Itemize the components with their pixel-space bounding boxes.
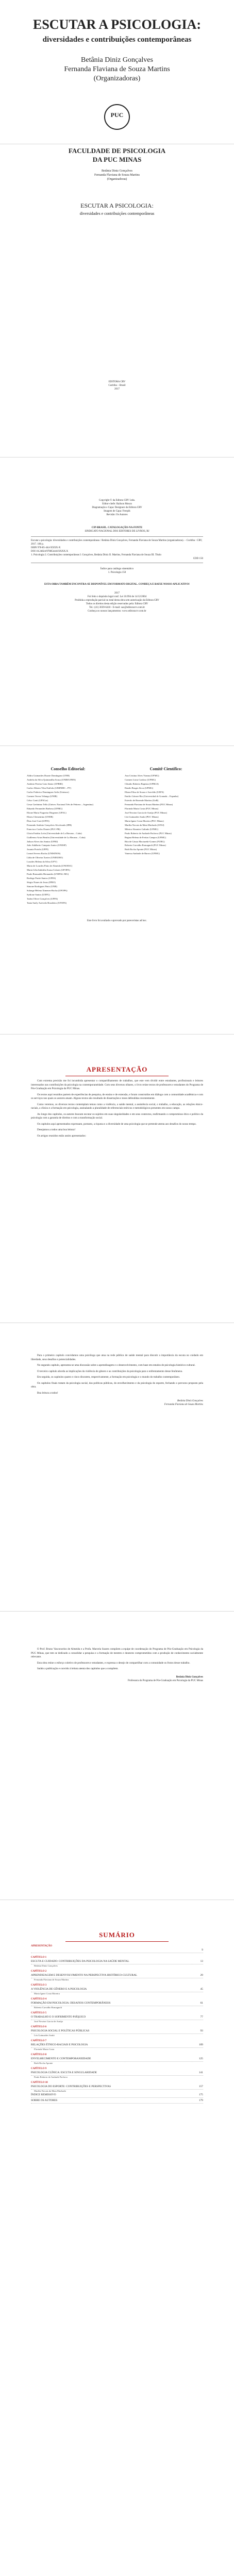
- preface-paragraph: No segundo capítulo, apresenta-se uma discussão sobre a aprendizagem e o desenvolvimento, com base em estudos de psicologia histórico-cultural.: [37, 1364, 195, 1367]
- foreword-signature: [31, 1675, 203, 1683]
- toc-page-number: 61: [200, 2002, 203, 2005]
- toc-entry-authors: Betânia Diniz Gonçalves: [34, 1964, 58, 1967]
- councils: [0, 767, 234, 906]
- presentation-page: [0, 1035, 234, 1323]
- toc-entry[interactable]: [31, 1998, 203, 2009]
- presentation-paragraph: Ao longo dos capítulos, os autores buscam escutar os sujeitos em suas singularidades e em seus contextos, reafirmando o compromisso ético e político da psicologia com a garantia de direitos e com a transformação social.: [31, 1112, 203, 1120]
- toc-row: [31, 2098, 203, 2104]
- presentation-paragraph: Com extrema precisão me foi incumbida apresentar o compartilhamento de trabalhos, que este vem dividir entre estudantes, profissionais e leitores interessados nas contribuições da psicologia na contemporaneidade. Com seus diversos olhares, o livro reúne textos de professores e estudantes do Programa de Pós-Graduação em Psicologia da PUC Minas.: [31, 1079, 203, 1091]
- half-title-subtitle: diversidades e contribuições contemporâneas: [79, 211, 155, 216]
- toc-entry-authors: Florinda Maria Costa: [34, 2048, 55, 2050]
- toc-entry-title: PSICOLOGIA DO ESPORTE: CONTRIBUIÇÕES E PERSPECTIVAS: [31, 2085, 111, 2088]
- scientific-title: Comitê Científico:: [149, 767, 182, 771]
- editorial-member: Cesar Gerônimo Tello (Univer. Nacional Três de Febrero – Argentina): [27, 803, 93, 806]
- toc-chapter-label: CAPÍTULO 3: [31, 1984, 47, 1987]
- toc-page-number: 141: [198, 2071, 203, 2074]
- half-title-page: [0, 169, 234, 457]
- toc-entry[interactable]: [31, 2098, 203, 2104]
- scientific-committee: [125, 767, 207, 906]
- scientific-member: Ana Cristina Alves Vianna (UFMG): [125, 774, 159, 777]
- editorial-member: Francisco Carlos Duarte (PUC-PR): [27, 827, 60, 831]
- preface-paragraph: Os capítulos finais tratam da psicologia social, das políticas públicas, do envelhecimento e da psicologia do esporte, fechando o percurso proposto pela obra.: [31, 1381, 203, 1389]
- toc-chapter-label: CAPÍTULO 4: [31, 1998, 47, 2001]
- toc-entry-authors: Roberta Carvalho Romagnoli: [34, 2006, 62, 2009]
- toc-chapter-label: CAPÍTULO 5: [31, 2012, 47, 2014]
- toc-page-number: 157: [198, 2085, 203, 2088]
- toc-entry-authors: Ruth Rocha Aponte: [34, 2062, 53, 2064]
- scientific-member: Carmen Lúcia Cardoso (UFMG): [125, 778, 156, 781]
- copyright-line: Editor-chefe: Railson Moura: [102, 503, 132, 505]
- publisher-line-1: FACULDADE DE PSICOLOGIA: [68, 147, 166, 155]
- toc-row: [31, 1973, 203, 1978]
- scientific-member: José Newton Garcia de Araújo (PUC Minas): [125, 811, 167, 814]
- scientific-member: Léa Guimarães Souki (PUC Minas): [125, 815, 159, 818]
- toc-page-number: 125: [198, 2057, 203, 2060]
- cip-sub: SINDICATO NACIONAL DOS EDITORES DE LIVROS, RJ: [85, 530, 149, 533]
- toc-entry-title: A VIOLÊNCIA DE GÊNERO E A PSICOLOGIA: [31, 1988, 87, 1991]
- toc-chapter-label: CAPÍTULO 1: [31, 1956, 47, 1959]
- toc-page-number: 93: [200, 2029, 203, 2032]
- preface-paragraph: Boa leitura a todos!: [37, 1391, 58, 1395]
- copyright-line: Revisão: Os Autores: [106, 514, 128, 516]
- toc-row: [31, 2014, 203, 2020]
- toc-entry-title: SOBRE OS AUTORES: [31, 2099, 58, 2102]
- toc-entry[interactable]: [31, 2067, 203, 2078]
- toc-entry-authors: Paulo Roberto de Andrade Pacheco: [34, 2076, 68, 2078]
- publisher-logo-icon: [104, 104, 130, 130]
- editorial-member: Celso Conti (UFSCar): [27, 799, 48, 802]
- toc-entry-title: APRENDIZAGEM E DESENVOLVIMENTO NA PERSPECTIVA HISTÓRICO-CULTURAL: [31, 1974, 138, 1977]
- publisher-line-2: DA PUC MINAS: [92, 156, 142, 164]
- toc-row: [31, 2056, 203, 2062]
- foreword-body: [31, 1648, 203, 1671]
- toc-list: [31, 1945, 203, 2104]
- toc-page-number: 29: [200, 1974, 203, 1977]
- cover-author-3: (Organizadoras): [93, 74, 141, 82]
- copyright-line: Imagem de Capa: Freepik: [104, 510, 130, 513]
- half-title-imprint: [0, 380, 234, 391]
- toc-entry-authors: Fernanda Flaviana de Souza Martins: [34, 1978, 69, 1981]
- editorial-list: [27, 774, 109, 905]
- scientific-member: Eliane Elisa de Souza e Azevêdo (UEFS): [125, 790, 164, 793]
- toc-entry-title: ESCUTA E CUIDADO: CONTRIBUIÇÕES DA PSICOLOGIA NA SAÚDE MENTAL: [31, 1960, 129, 1963]
- toc-page: [0, 1900, 234, 2502]
- presentation-paragraph: Os textos aqui reunidos partem de experiências de pesquisa, de ensino e de extensão, e foram construídos em diálogo com a comunidade acadêmica e com os serviços nos quais os autores atuam. Alguns textos são resultado de dissertações e teses defendidas recentemente.: [31, 1093, 203, 1100]
- toc-chapter-label: APRESENTAÇÃO: [31, 1945, 53, 1947]
- contact-line: Proibida a reprodução parcial ou total desta obra sem autorização da Editora CRV: [75, 599, 159, 602]
- signature-line: Betânia Diniz Gonçalves: [177, 1400, 203, 1403]
- toc-chapter-label: CAPÍTULO 7: [31, 2040, 47, 2042]
- half-title-authors: [0, 169, 234, 181]
- cip-block: [31, 536, 203, 563]
- toc-row: [31, 2092, 203, 2098]
- toc-entry[interactable]: [31, 2040, 203, 2050]
- toc-entry-authors: José Newton Garcia de Araújo: [34, 2020, 63, 2023]
- toc-row: [31, 2084, 203, 2090]
- isbn: ISBN 978-85-444-XXXX-X: [31, 547, 61, 549]
- scientific-member: Fernanda Flaviana de Souza Martins (PUC Minas): [125, 803, 173, 806]
- editorial-member: Fernando Antônio Gonçalves Alcoforado (IPB): [27, 823, 72, 826]
- contact-line: Tel.: (41) 3039-6418 - E-mail: sac@editoracrv.com.br: [89, 606, 145, 609]
- toc-page-number: 45: [200, 1988, 203, 1991]
- presentation-paragraph: Como veremos, os diversos textos contemplam temas como a violência, a saúde mental, a assistência social, o trabalho, a educação, as relações étnico-raciais, a clínica e a formação em psicologia, assinalando a pluralidade de referenciais teóricos e metodológicos presentes em nosso campo.: [31, 1103, 203, 1110]
- editorial-member: Sérgio Nunes de Jesus (IFRO): [27, 881, 56, 884]
- toc-entry-title: PSICOLOGIA CLÍNICA: ESCUTA E SINGULARIDADE: [31, 2071, 97, 2074]
- ht-author-2: Fernanda Flaviana de Souza Martins: [94, 174, 140, 177]
- signature-role: Professora do Programa de Pós-Graduação em Psicologia da PUC Minas: [128, 1679, 203, 1682]
- editorial-member: Paulo Romualdo Hernandes (UNIFAL-MG): [27, 873, 69, 876]
- toc-chapter-label: CAPÍTULO 10: [31, 2081, 48, 2084]
- toc-entry-title: PSICOLOGIA SOCIAL E POLÍTICAS PÚBLICAS: [31, 2029, 90, 2032]
- cip-body: Escutar a psicologia: diversidades e contribuições contemporâneas / Betânia Diniz Gonçalves, Fernanda Flaviana de Souza Martins (organizadoras). – Curitiba : CRV, 2017. 186 p.: [31, 539, 203, 546]
- signature-line: Fernanda Flaviana de Souza Martins: [164, 1403, 203, 1406]
- cover-author-2: Fernanda Flaviana de Souza Martins: [64, 65, 170, 73]
- ht-author-1: Betânia Diniz Gonçalves: [102, 170, 132, 173]
- cover-page: [0, 0, 234, 164]
- editorial-title: Conselho Editorial:: [51, 767, 86, 771]
- copyright-line: Copyright © da Editora CRV Ltda.: [99, 499, 135, 502]
- editorial-member: Elizeu Clementino (UNEB): [27, 815, 54, 818]
- copyright-line: Diagramação e Capa: Designers da Editora CRV: [92, 506, 142, 509]
- toc-row: [31, 2042, 203, 2048]
- foreword-page: [0, 1612, 234, 1900]
- preface-page: [0, 1323, 234, 1612]
- toc-page-number: 175: [198, 2093, 203, 2096]
- toc-entry[interactable]: [31, 1970, 203, 1981]
- index-item: 1. Psicologia 150: [108, 571, 126, 574]
- scientific-member: Paulo Roberto de Andrade Pacheco (PUC Minas): [125, 832, 172, 835]
- editorial-member: Carlos Alberto Vilar Estêvão (UMINHO – PT): [27, 786, 71, 789]
- scientific-member: Mônica Abrantes Galindo (UFMG): [125, 827, 158, 831]
- editorial-member: Antônio Pereira Gaio Júnior (UFRRJ): [27, 782, 63, 785]
- half-title-title: ESCUTAR A PSICOLOGIA:: [80, 202, 154, 210]
- contact-line: Conheça os nossos lançamentos: www.editoracrv.com.br: [88, 610, 146, 613]
- toc-row: [31, 2001, 203, 2006]
- editorial-member: Leonel Severo Rocha (UNISINOS): [27, 852, 61, 855]
- cover-authors: [0, 56, 234, 84]
- toc-entry-authors: Marília Novais da Mata Machado: [34, 2090, 66, 2092]
- preface-paragraph: Em seguida, os capítulos quatro e cinco discutem, respectivamente, a formação em psicologia e o mundo do trabalho contemporâneo.: [37, 1376, 180, 1379]
- editorial-member: Solange Helena Ximenes-Rocha (UFOPA): [27, 889, 68, 892]
- scientific-member: Marília Novais da Mata Machado (UFSJ): [125, 823, 164, 826]
- toc-row: [31, 1947, 203, 1953]
- toc-row: [31, 2070, 203, 2076]
- scientific-member: Estevão de Rezende Martins (UnB): [125, 799, 159, 802]
- editorial-member: Eduardo Fernandes Barbosa (UFMG): [27, 807, 63, 810]
- presentation-body: [31, 1079, 203, 1138]
- toc-entry[interactable]: [31, 1984, 203, 1995]
- foreword-paragraph: Saúdo a publicação e convido à leitura atenta dos capítulos que a compõem.: [37, 1667, 119, 1671]
- editorial-member: Guillermo Arias Beatón (Universidade de La Havana – Cuba): [27, 836, 86, 839]
- toc-page-number: 109: [198, 2043, 203, 2046]
- presentation-paragraph: Desejamos a todos uma boa leitura!: [37, 1128, 76, 1132]
- editorial-member: Josania Portela (UFPI): [27, 848, 48, 851]
- toc-entry-authors: Maria Ignez Costa Moreira: [34, 1992, 60, 1995]
- presentation-title: APRESENTAÇÃO: [86, 1065, 148, 1073]
- scientific-member: Maria Ignez Costa Moreira (PUC Minas): [125, 819, 164, 822]
- toc-row: [31, 1987, 203, 1992]
- editorial-member: Sydione Santos (UEPG): [27, 893, 50, 896]
- copyright-lines: [31, 499, 203, 517]
- editorial-member: Gloria Fariñas León (Universidade de La Havana – Cuba): [27, 832, 82, 835]
- preface-paragraph: O terceiro capítulo aborda as implicações da violência de gênero e as contribuições da psicologia para o enfrentamento desse fenômeno.: [37, 1369, 183, 1373]
- editorial-member: Élsio José Corá (UFFS): [27, 819, 49, 822]
- toc-chapter-label: CAPÍTULO 8: [31, 2054, 47, 2056]
- toc-entry-authors: Léa Guimarães Souki: [34, 2034, 55, 2037]
- presentation-paragraph: Os artigos reunidos estão assim apresentados:: [37, 1134, 86, 1138]
- editorial-member: Lídia de Oliveira Xavier (UNIEURO): [27, 856, 63, 859]
- editorial-member: Carmen Tereza Velanga (UNIR): [27, 794, 58, 798]
- toc-entry[interactable]: [31, 1945, 203, 1953]
- toc-entry-title: O TRABALHO E O SOFRIMENTO PSÍQUICO: [31, 2015, 86, 2019]
- preface-signature: [31, 1399, 203, 1406]
- scientific-member: Ruth Rocha Aponte (PUC Minas): [125, 848, 157, 851]
- toc-page-number: 13: [200, 1960, 203, 1963]
- editorial-member: Maria Lília Imbiriba Sousa Colares (UFOPA): [27, 869, 70, 872]
- editorial-member: Aldira Guimarães Duarte Domínguez (UNB): [27, 774, 70, 777]
- councils-page: [0, 746, 234, 1035]
- scientific-member: Roberta Carvalho Romagnoli (PUC Minas): [125, 844, 166, 847]
- signature-name: Betânia Diniz Gonçalves: [176, 1675, 203, 1679]
- cdd: CDD 150: [193, 557, 203, 560]
- toc-page-number: 179: [198, 2099, 203, 2102]
- scientific-list: [125, 774, 207, 855]
- toc-page-number: 77: [200, 2015, 203, 2019]
- editorial-member: Rodrigo Pratte-Santos (UFES): [27, 877, 56, 880]
- toc-chapter-label: CAPÍTULO 6: [31, 2026, 47, 2028]
- contact-line: Todos os direitos desta edição reservados pela: Editora CRV: [86, 603, 148, 605]
- imprint-1: EDITORA CRV: [108, 381, 126, 383]
- foreword-paragraph: Esta obra reúne o esforço coletivo de professores e estudantes, e expressa o desejo de compartilhar com a comunidade os frutos desse trabalho.: [37, 1661, 190, 1665]
- toc-row: [31, 2028, 203, 2034]
- editorial-member: Tania Suely Azevedo Brasileiro (UFOPA): [27, 902, 67, 905]
- index-title: Índice para catálogo sistemático: [100, 568, 134, 570]
- editorial-member: Tadeu Oliver Gonçalves (UFPA): [27, 897, 58, 901]
- contact-line: 2017: [114, 592, 120, 595]
- rights-notice: ESTA OBRA TAMBÉM ENCONTRA-SE DISPONÍVEL EM FORMATO DIGITAL. CONHEÇA E BAIXE NOSSO APLICATIVO!: [44, 583, 190, 586]
- foreword-paragraph: O Prof. Bruno Vasconcelos de Almeida e a Profa. Marcela Soares compõem a equipe de coordenação do Programa de Pós-Graduação em Psicologia da PUC Minas, que tem se dedicado a consolidar a pesquisa e a formação de mestres e doutores comprometidos com a produção de conhecimento socialmente relevante.: [31, 1648, 203, 1659]
- scientific-member: Rita de Cássia Maciazeki-Gomes (FURG): [125, 840, 165, 843]
- toc-page-number: 9: [202, 1948, 203, 1952]
- cip-notes: 1. Psicologia 2. Contribuições contemporâneas I. Gonçalves, Betânia Diniz II. Martins, Fernanda Flaviana de Souza III. Título: [31, 554, 162, 556]
- toc-entry[interactable]: [31, 2054, 203, 2064]
- editorial-member: Maria de Lourdes Pinto de Almeida (UNOESC): [27, 865, 73, 868]
- copyright-page: [0, 457, 234, 746]
- editorial-member: Simone Rodrigues Pinto (UNB): [27, 885, 57, 888]
- editorial-member: Elione Maria Nogueira Diogenes (UFAL): [27, 811, 66, 814]
- editorial-member: João Adalberto Campato Junior (UNESP): [27, 844, 66, 847]
- scientific-member: Florinda Maria Costa (PUC Minas): [125, 807, 159, 810]
- toc-entry[interactable]: [31, 2026, 203, 2037]
- cover-title: ESCUTAR A PSICOLOGIA:: [32, 17, 202, 32]
- editorial-member: Andréia da Silva Quintanilha Sousa (UNIR/UFRN): [27, 778, 76, 781]
- imprint-2: Curitiba – Brasil: [108, 384, 126, 387]
- ht-author-3: (Organizadoras): [107, 178, 127, 181]
- toc-entry-title: ÍNDICE REMISSIVO: [31, 2093, 56, 2096]
- cover-publisher: [0, 147, 234, 164]
- imprint-3: 2017: [114, 388, 120, 391]
- cip-title: CIP-BRASIL. CATALOGAÇÃO-NA-FONTE: [91, 527, 143, 529]
- toc-row: [31, 1959, 203, 1964]
- toc-entry-title: ENVELHECIMENTO E CONTEMPORANEIDADE: [31, 2057, 91, 2060]
- scientific-member: Emilio Gómez-Rio (Universidad de Granada – Espanha): [125, 794, 179, 798]
- toc-entry[interactable]: [31, 2092, 203, 2098]
- editorial-member: Jailson Alves dos Santos (UFRJ): [27, 840, 58, 843]
- cover-subtitle: diversidades e contribuições contemporâneas: [42, 35, 192, 44]
- editorial-member: Carlos Federico Dominguez Avila (Unieuro): [27, 790, 69, 793]
- editorial-council: [27, 767, 109, 906]
- scientific-member: Vanessa Andrade de Barros (UFMG): [125, 852, 160, 855]
- toc-entry-title: RELAÇÕES ÉTNICO-RACIAIS E PSICOLOGIA: [31, 2043, 88, 2046]
- toc-entry[interactable]: [31, 2081, 203, 2092]
- toc-title: SUMÁRIO: [99, 1931, 135, 1939]
- preface-paragraph: Para o primeiro capítulo convidamos uma psicóloga que atua na rede pública de saúde mental para discutir a importância da escuta no cuidado em liberdade, seus desafios e potencialidades.: [31, 1354, 203, 1361]
- toc-entry-title: FORMAÇÃO EM PSICOLOGIA: DESAFIOS CONTEMPORÂNEOS: [31, 2002, 111, 2005]
- review-note: Este livro foi avaliado e aprovado por pareceristas ad hoc.: [87, 920, 147, 922]
- presentation-paragraph: Os capítulos aqui apresentados expressam, portanto, a riqueza e a diversidade de uma psicologia que se pretende atenta aos desafios do nosso tempo.: [37, 1122, 196, 1126]
- editorial-member: Lourdes Helena da Silva (UFV): [27, 860, 57, 863]
- doi: DOI 10.24824/978854441XXXX.X: [31, 550, 69, 553]
- scientific-member: Danilo Borges Sicca (UFMG): [125, 786, 154, 789]
- preface-body: [31, 1354, 203, 1395]
- toc-entry[interactable]: [31, 2012, 203, 2023]
- cover-author-1: Betânia Diniz Gonçalves: [81, 56, 153, 64]
- scientific-member: Cláudio Roberto Baptista (UFRGS): [125, 782, 159, 785]
- toc-entry[interactable]: [31, 1956, 203, 1967]
- toc-chapter-label: CAPÍTULO 9: [31, 2067, 47, 2070]
- logo-text: PUC: [110, 111, 124, 119]
- scientific-member: Regina Helena de Freitas Campos (UFMG): [125, 836, 166, 839]
- contact-block: [31, 591, 203, 613]
- title-divider: [65, 1941, 169, 1942]
- contact-line: Foi feito o depósito legal conf. Lei 10.994 de 14/12/2004: [87, 596, 147, 598]
- toc-chapter-label: CAPÍTULO 2: [31, 1970, 47, 1973]
